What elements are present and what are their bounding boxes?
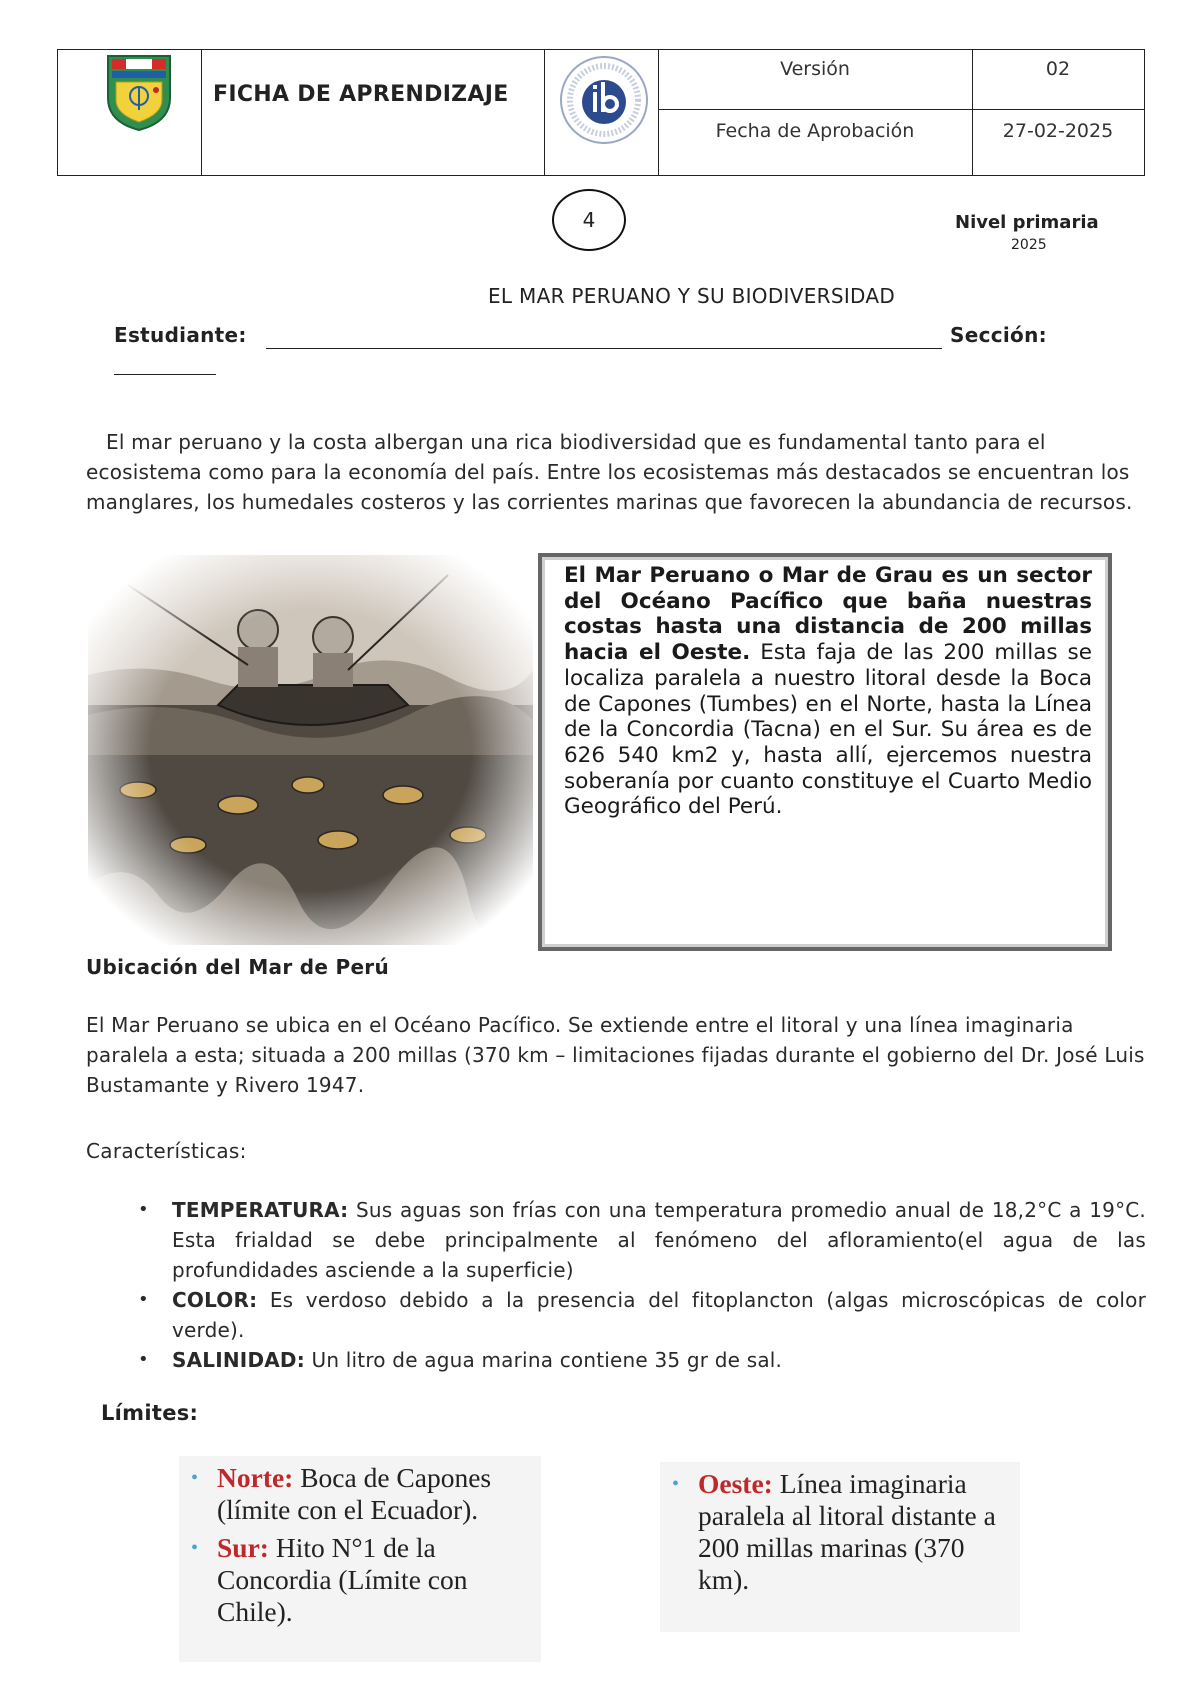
location-paragraph: El Mar Peruano se ubica en el Océano Pacífico. Se extiende entre el litoral y una línea imaginaria paralela a esta; situada a 200 millas (370 km – limitaciones fijadas durante el gobierno del Dr. José Luis Bustamante y Rivero 1947. [86,1013,1145,1097]
version-value: 02 [1045,58,1071,80]
intro-paragraph: El mar peruano y la costa albergan una rica biodiversidad que es fundamental tanto para el ecosistema como para la economía del país. Entre los ecosistemas más destacados se encuentran los manglares, los humedales costeros y las corrientes marinas que favorecen la abundancia de recursos. [86,430,1133,514]
characteristics-list [86,1195,1146,1375]
student-name-blank[interactable] [266,348,942,349]
characteristic-label: SALINIDAD: [172,1348,305,1372]
limit-west: • Oeste: Línea imaginaria paralela al litoral distante a 200 millas marinas (370 km). [672,1468,996,1595]
divider [544,50,545,175]
characteristic-text: Un litro de agua marina contiene 35 gr de sal. [311,1348,783,1372]
ib-world-school-logo [558,54,650,146]
page-number: 4 [582,208,596,232]
page-number-circle [552,189,626,251]
section-blank[interactable] [114,374,216,375]
limits-west-box [660,1462,1020,1632]
limits-heading: Límites: [101,1401,199,1425]
info-box-text: Esta faja de las 200 millas se localiza paralela a nuestro litoral desde la Boca de Capones (Tumbes) en el Norte, hasta la Línea de la Concordia (Tacna) en el Sur. Su área es de 626 540 km2 y, hasta allí, ejercemos nuestra soberanía por cuanto constituye el Cuarto Medio Geográfico del Perú. [564,640,1092,820]
characteristic-text: Es verdoso debido a la presencia del fitoplancton (algas microscópicas de color verde). [172,1288,1146,1342]
form-title: FICHA DE APRENDIZAJE [213,82,509,107]
limit-north: • Norte: Boca de Capones (límite con el Ecuador). [191,1462,492,1525]
year-label: 2025 [1011,237,1047,253]
student-label: Estudiante: [114,323,247,347]
characteristic-text: Sus aguas son frías con una temperatura promedio anual de 18,2°C a 19°C. Esta frialdad se debe principalmente al fenómeno del afloramiento(el agua de las profundidades asciende a la superficie) [172,1198,1146,1282]
limit-south: • Sur: Hito N°1 de la Concordia (Límite con Chile). [191,1532,468,1627]
list-item: • SALINIDAD: Un litro de agua marina contiene 35 gr de sal. [138,1348,783,1372]
fishing-boat-illustration [88,555,533,945]
divider [658,109,1144,110]
characteristic-label: TEMPERATURA: [172,1198,349,1222]
school-crest-logo [104,52,174,132]
divider [201,50,202,175]
info-box-bold-text: El Mar Peruano o Mar de Grau es un sector del Océano Pacífico que baña nuestras costas hasta una distancia de 200 millas hacia el Oeste. [564,563,1092,666]
level-label: Nivel primaria [955,212,1099,233]
version-label: Versión [780,58,850,80]
document-title: EL MAR PERUANO Y SU BIODIVERSIDAD [488,284,896,308]
location-heading: Ubicación del Mar de Perú [86,955,390,979]
approval-date-value: 27-02-2025 [1002,120,1114,142]
header-table [57,49,1145,176]
limits-north-south-box [179,1456,541,1662]
section-label: Sección: [950,323,1047,347]
list-item: • TEMPERATURA: Sus aguas son frías con una temperatura promedio anual de 18,2°C a 19°C. Esta frialdad se debe principalmente al fenómeno del afloramiento(el agua de las profundidades asciende a la superficie) [138,1198,1146,1282]
characteristic-label: COLOR: [172,1288,258,1312]
mar-de-grau-info-box [538,553,1112,951]
characteristics-heading: Características: [86,1139,247,1163]
approval-date-label: Fecha de Aprobación [715,120,915,142]
list-item: • COLOR: Es verdoso debido a la presencia del fitoplancton (algas microscópicas de color verde). [138,1288,1146,1342]
